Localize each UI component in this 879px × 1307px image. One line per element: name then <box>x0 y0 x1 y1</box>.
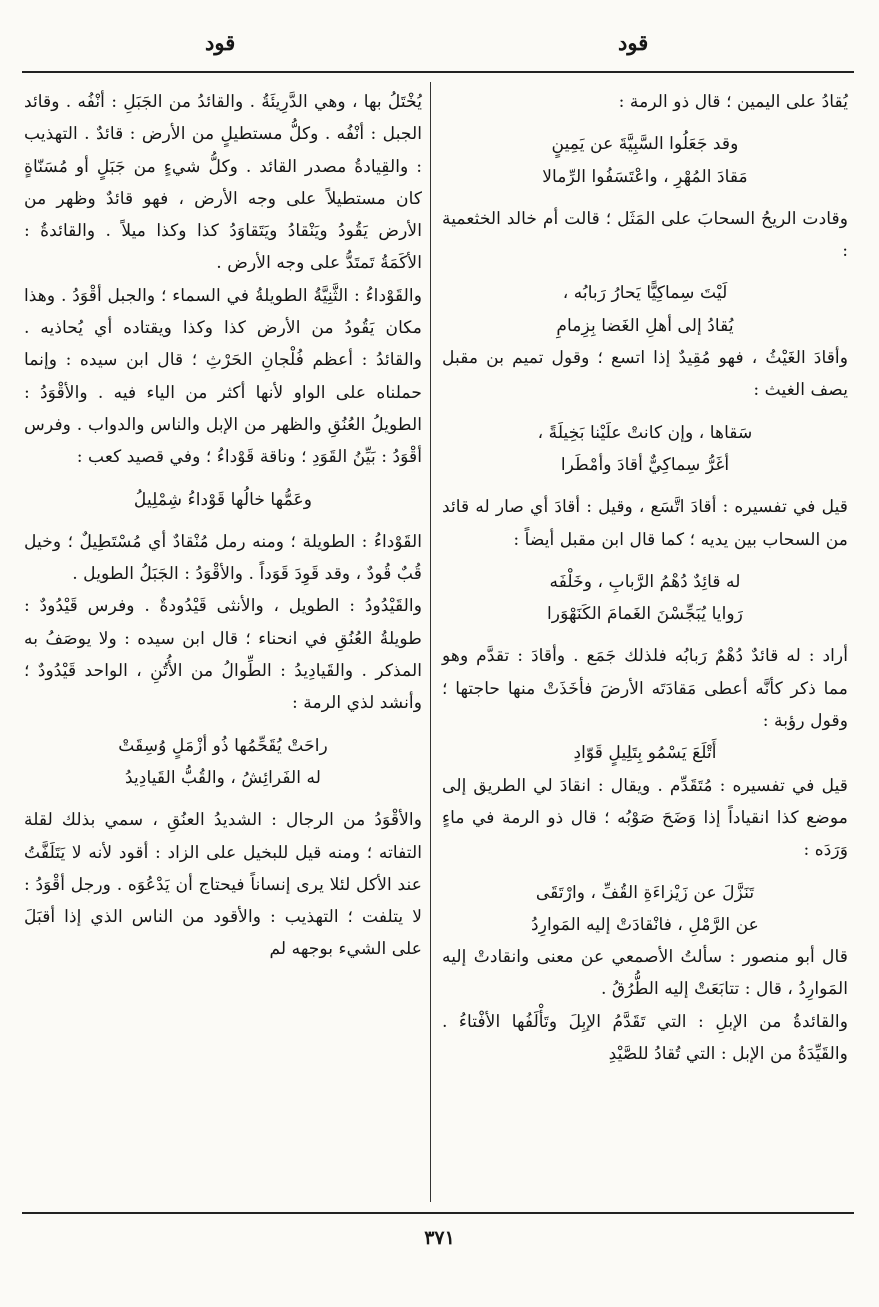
verse-line: عن الرَّمْلِ ، فانْقادَتْ إليه المَوارِدُ <box>531 914 759 935</box>
bottom-rule <box>22 1212 854 1214</box>
verse-line: أغَرُّ سِماكِيٌّ أقادَ وأمْطَرا <box>560 454 730 475</box>
verse-line: يُقادُ إلى أهلِ الغَضا بِزِمامِ <box>556 315 734 336</box>
paragraph: والقَوْداءُ : الثَّنِيَّةُ الطويلةُ في السماء ؛ والجبل أقْوَدُ . وهذا مكان يَقُودُ من الأرض كذا وكذا ويقتاده أي يُحاذيه . والقائدُ : أعظم فُلْجانِ الحَرْثِ ؛ قال ابن سيده : وإنما حملناه على الواو لأنها أكثر من الياء فيه . والأقْوَدُ : الطويلُ العُنُقِ والظهر من الإبل والناس والدواب . وفرس أقْوَدُ : بَيِّنُ القَوَدِ ؛ وناقة قَوْداءُ ؛ وفي قصيد كعب : <box>24 285 422 468</box>
right-column <box>442 86 848 1070</box>
verse-line: له قائِدٌ دُهْمُ الرَّبابِ ، وخَلْفَه <box>549 571 741 592</box>
running-head-right: قود <box>618 30 649 55</box>
running-head-left: قود <box>205 30 236 55</box>
paragraph: قيل في تفسيره : مُتَقَدِّم . ويقال : انقادَ لي الطريق إلى موضع كذا انقياداً إذا وَضَحَ صَوْبُه ؛ قال ذو الرمة في ماءٍ وَرَدَه : <box>442 775 848 861</box>
top-rule <box>22 71 854 73</box>
paragraph: والأقْوَدُ من الرجال : الشديدُ العنُقِ ، سمي بذلك لقلة التفاته ؛ ومنه قيل للبخيل على الزاد : أقود لأنه لا يَتَلَفَّتُ عند الأكل لئلا يرى إنساناً فيحتاج أن يَدْعُوَه . ورجل أقْوَدُ : لا يتلفت ؛ التهذيب : والأقود من الناس الذي إذا أقبَلَ على الشيء بوجهه لم <box>24 810 422 960</box>
verse-line: وقد جَعَلُوا السَّبِيَّةَ عن يَمِينٍ <box>551 134 739 155</box>
verse-line: راحَتْ يُقَحِّمُها ذُو أزْمَلٍ وُسِقَتْ <box>118 735 328 756</box>
verse-line: مَقادَ المُهْرِ ، واعْتَسَفُوا الرِّمالا <box>542 166 748 187</box>
paragraph: قال أبو منصور : سألتُ الأصمعي عن معنى وانقادتْ إليه المَوارِدُ ، قال : تتابَعَتْ إليه الطُّرُقُ . <box>442 947 848 1000</box>
paragraph: وقادت الريحُ السحابَ على المَثَل ؛ قالت أم خالد الخثعمية : <box>442 208 848 262</box>
verse-line: أَتْلَعَ يَسْمُو بِتَلِيلٍ قَوّادِ <box>573 743 717 764</box>
paragraph: القَوْداءُ : الطويلة ؛ ومنه رمل مُنْقادٌ أي مُسْتَطِيلٌ ؛ وخيل قُبٌ قُودٌ ، وقد قَوِدَ قَوَداً . والأقْوَدُ : الجَبَلُ الطويل . <box>24 531 422 585</box>
left-column <box>24 86 422 966</box>
verse-line: له الفَرائِشُ ، والقُبُّ القَيادِيدُ <box>125 767 321 788</box>
paragraph: يُخْتَلُ بها ، وهي الدَّرِيئَةُ . والقائدُ من الجَبَلِ : أنْفُه . وقائد الجبل : أنْفُه . وكلُّ مستطيلٍ من الأرض : قائدٌ . التهذيب : والقِيادةُ مصدر القائد . وكلُّ شيءٍ من جَبَلٍ أو مُسَنّاةٍ كان مستطيلاً على وجه الأرض ، فهو قائدٌ وظهر من الأرض يَقُودُ ويَنْقادُ ويَتَقاوَدُ كذا وكذا ميلاً . والقائدةُ : الأكَمَةُ تَمتَدُّ على وجه الأرض . <box>24 92 422 274</box>
paragraph: والقَيْدُودُ : الطويل ، والأنثى قَيْدُودةٌ . وفرس قَيْدُودٌ : طويلةُ العُنُقِ في انحناء ؛ قال ابن سيده : ولا يوصَفُ به المذكر . والقَيادِيدُ : الطِّوالُ من الأُتُنِ ، الواحد قَيْدُودٌ ؛ وأنشد لذي الرمة : <box>24 596 422 714</box>
column-divider <box>430 82 431 1202</box>
page-number: ٣٧١ <box>424 1227 455 1249</box>
verse-line: رَوايا يُبَجِّسْنَ الغَمامَ الكَنَهْوَرا <box>547 604 743 625</box>
verse-line: وعَمُّها خالُها قَوْداءُ شِمْلِيلُ <box>133 489 313 510</box>
paragraph: أراد : له قائدٌ دُهْمٌ رَبابُه فلذلك جَمَع . وأقادَ : تقدَّم وهو مما ذكر كأنَّه أعطى مَقادَتَه الأرضَ فأخَذَتْ منها حاجتها ؛ وقول رؤبة : <box>442 646 848 732</box>
paragraph: يُقادُ على اليمين ؛ قال ذو الرمة : <box>618 92 848 112</box>
paragraph: وأقادَ الغَيْثُ ، فهو مُقِيدٌ إذا اتسع ؛ وقول تميم بن مقبل يصف الغيث : <box>442 348 848 401</box>
verse-line: تَنَزَّلَ عن زَيْزاءَةِ القُفِّ ، وارْتَقَى <box>535 882 755 903</box>
paragraph: قيل في تفسيره : أقادَ اتَّسَع ، وقيل : أقادَ أي صار له قائد من السحاب بين يديه ؛ كما قال ابن مقبل أيضاً : <box>442 497 848 550</box>
paragraph: والقائدةُ من الإبلِ : التي تَقَدَّمُ الإبِلَ وتَأْلَفُها الأفْتاءُ . والقَيِّدَةُ من الإبل : التي تُقادُ للصَّيْدِ <box>442 1011 848 1065</box>
verse-line: لَيْتَ سِماكِيًّا يَحارُ رَبابُه ، <box>562 283 728 304</box>
verse-line: سَقاها ، وإن كانتْ علَيْنا بَخِيلَةً ، <box>537 422 753 443</box>
